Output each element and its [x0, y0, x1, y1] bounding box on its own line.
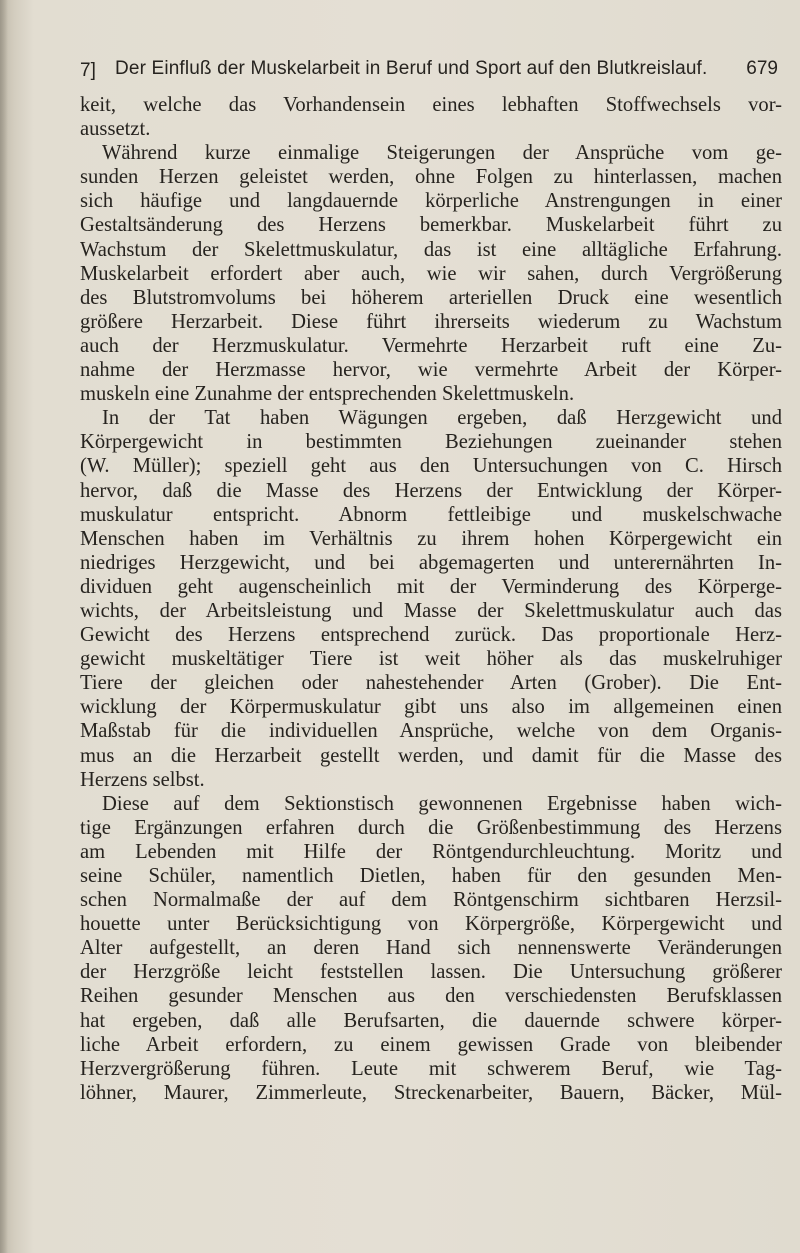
text-line: Herzvergrößerung führen. Leute mit schwerem Beruf, wie Tag-	[80, 1057, 782, 1080]
text-line: niedriges Herzgewicht, und bei abgemagerten und unterernährten In-	[80, 551, 782, 574]
page-number: 679	[746, 58, 778, 79]
text-line: des Blutstromvolums bei höherem arteriellen Druck eine wesentlich	[80, 286, 782, 309]
text-line: hat ergeben, daß alle Berufsarten, die dauernde schwere körper-	[80, 1009, 782, 1032]
text-line: Tiere der gleichen oder nahestehender Arten (Grober). Die Ent-	[80, 672, 782, 695]
text-line: größere Herzarbeit. Diese führt ihrerseits wiederum zu Wachstum	[80, 310, 782, 333]
page-gutter-shadow	[0, 0, 8, 1253]
text-line: dividuen geht augenscheinlich mit der Verminderung des Körperge-	[80, 575, 782, 598]
running-title: Der Einfluß der Muskelarbeit in Beruf und Sport auf den Blutkreislauf.	[115, 58, 708, 79]
text-line: hervor, daß die Masse des Herzens der Entwicklung der Körper-	[80, 479, 782, 502]
text-line: Herzens selbst.	[80, 768, 205, 791]
text-line: nahme der Herzmasse hervor, wie vermehrte Arbeit der Körper-	[80, 359, 782, 382]
text-line: (W. Müller); speziell geht aus den Untersuchungen von C. Hirsch	[80, 455, 782, 478]
text-line: tige Ergänzungen erfahren durch die Größenbestimmung des Herzens	[80, 816, 782, 839]
body-text	[80, 93, 782, 1105]
text-line: der Herzgröße leicht feststellen lassen. Die Untersuchung größerer	[80, 961, 782, 984]
text-line: mus an die Herzarbeit gestellt werden, und damit für die Masse des	[80, 744, 782, 767]
text-line: Während kurze einmalige Steigerungen der Ansprüche vom ge-	[102, 142, 782, 165]
text-line: keit, welche das Vorhandensein eines lebhaften Stoffwechsels vor-	[80, 94, 782, 116]
text-line: muskulatur entspricht. Abnorm fettleibige und muskelschwache	[80, 503, 782, 526]
chapter-number: 7]	[80, 60, 96, 81]
text-line: schen Normalmaße der auf dem Röntgenschirm sichtbaren Herzsil-	[80, 889, 782, 912]
text-line: am Lebenden mit Hilfe der Röntgendurchleuchtung. Moritz und	[80, 840, 782, 863]
text-line: löhner, Maurer, Zimmerleute, Streckenarbeiter, Bauern, Bäcker, Mül-	[80, 1081, 782, 1104]
text-line: seine Schüler, namentlich Dietlen, haben für den gesunden Men-	[80, 865, 782, 887]
text-line: Muskelarbeit erfordert aber auch, wie wir sahen, durch Vergrößerung	[80, 262, 782, 285]
text-line: In der Tat haben Wägungen ergeben, daß Herzgewicht und	[102, 407, 782, 430]
text-line: sunden Herzen geleistet werden, ohne Folgen zu hinterlassen, machen	[80, 166, 782, 189]
text-line: auch der Herzmuskulatur. Vermehrte Herzarbeit ruft eine Zu-	[80, 334, 782, 357]
text-line: wicklung der Körpermuskulatur gibt uns also im allgemeinen einen	[80, 696, 782, 719]
text-line: muskeln eine Zunahme der entsprechenden Skelettmuskeln.	[80, 383, 575, 406]
text-line: sich häufige und langdauernde körperliche Anstrengungen in einer	[80, 190, 782, 213]
text-line: houette unter Berücksichtigung von Körpergröße, Körpergewicht und	[80, 913, 782, 936]
text-line: wichts, der Arbeitsleistung und Masse der Skelettmuskulatur auch das	[80, 599, 782, 622]
text-line: liche Arbeit erfordern, zu einem gewissen Grade von bleibender	[80, 1033, 782, 1056]
text-line: aussetzt.	[80, 118, 151, 141]
text-line: gewicht muskeltätiger Tiere ist weit höher als das muskelruhiger	[80, 648, 782, 671]
text-line: Wachstum der Skelettmuskulatur, das ist eine alltägliche Erfahrung.	[80, 238, 782, 261]
text-line: Maßstab für die individuellen Ansprüche, welche von dem Organis-	[80, 720, 782, 743]
text-line: Gestaltsänderung des Herzens bemerkbar. Muskelarbeit führt zu	[80, 214, 782, 237]
text-line: Gewicht des Herzens entsprechend zurück. Das proportionale Herz-	[80, 624, 782, 647]
running-header	[80, 58, 780, 88]
text-line: Diese auf dem Sektionstisch gewonnenen Ergebnisse haben wich-	[102, 792, 782, 815]
text-line: Körpergewicht in bestimmten Beziehungen zueinander stehen	[80, 431, 782, 454]
text-line: Alter aufgestellt, an deren Hand sich nennenswerte Veränderungen	[80, 937, 782, 960]
text-line: Menschen haben im Verhältnis zu ihrem hohen Körpergewicht ein	[80, 527, 782, 550]
text-line: Reihen gesunder Menschen aus den verschiedensten Berufsklassen	[80, 985, 782, 1008]
